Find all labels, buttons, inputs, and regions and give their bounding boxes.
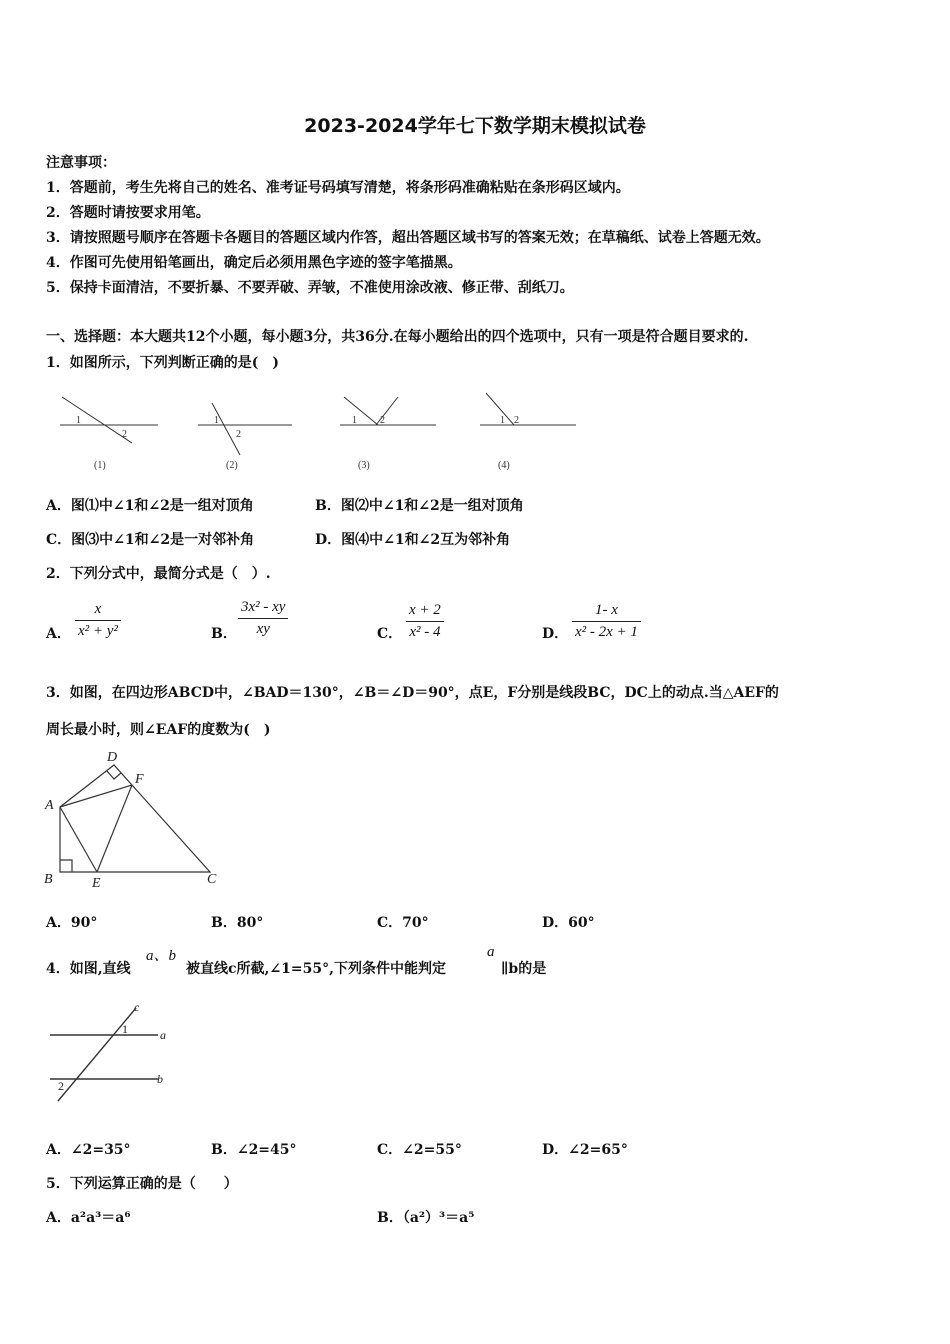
q4-parallel-lines-figure — [40, 998, 180, 1108]
q2-option-c-label: C． — [377, 626, 403, 642]
q1-fig1-angle1: 1 — [76, 415, 81, 426]
q4-label-c: c — [134, 1000, 140, 1014]
q3-label-b: B — [44, 872, 53, 887]
q2-d-numerator: 1- x — [595, 602, 618, 618]
q1-option-d: D．图⑷中∠1和∠2互为邻补角 — [315, 532, 511, 548]
q1-option-c: C．图⑶中∠1和∠2是一对邻补角 — [46, 532, 255, 548]
q4-label-a: a — [160, 1028, 166, 1042]
q2-c-denominator: x² - 4 — [409, 624, 441, 640]
q1-fig4-angle1: 1 — [500, 415, 505, 426]
q3-option-c: C．70° — [377, 915, 429, 931]
page-title: 2023-2024学年七下数学期末模拟试卷 — [304, 115, 646, 137]
q5-option-a: A．a²a³＝a⁶ — [46, 1210, 131, 1226]
q1-figure — [50, 385, 590, 480]
q4-option-d: D．∠2=65° — [542, 1142, 628, 1158]
q4-angle-2: 2 — [58, 1079, 64, 1093]
q1-fig3-angle2: 2 — [380, 415, 385, 426]
q1-fig-label-3: (3) — [358, 460, 370, 471]
q1-fig2-angle2: 2 — [236, 429, 241, 440]
q2-a-denominator: x² + y² — [78, 623, 118, 639]
q1-option-a: A．图⑴中∠1和∠2是一组对顶角 — [46, 498, 254, 514]
notice-item-5: 5．保持卡面清洁，不要折暴、不要弄破、弄皱，不准使用涂改液、修正带、刮纸刀。 — [46, 280, 574, 296]
q1-fig4-angle2: 2 — [514, 415, 519, 426]
q5-option-b: B．（a²）³＝a⁵ — [377, 1210, 475, 1226]
q1-fig-label-4: (4) — [498, 460, 510, 471]
q2-option-c-fraction — [406, 602, 444, 641]
q1-fig3-angle1: 1 — [352, 415, 357, 426]
q4-stem-pre: 4．如图,直线 — [46, 961, 131, 977]
q1-fig1-angle2: 2 — [122, 429, 127, 440]
q1-fig2-angle1: 1 — [214, 415, 219, 426]
q3-option-b: B．80° — [211, 915, 264, 931]
q2-a-numerator: x — [94, 601, 102, 617]
q4-angle-1: 1 — [122, 1022, 128, 1036]
q1-option-b: B．图⑵中∠1和∠2是一组对顶角 — [315, 498, 524, 514]
q5-stem: 5．下列运算正确的是（ ） — [46, 1176, 238, 1192]
q3-option-a: A．90° — [46, 915, 98, 931]
q2-option-b-label: B． — [211, 626, 237, 642]
q4-a: a — [487, 944, 495, 960]
q3-label-f: F — [135, 772, 144, 787]
q4-stem-post: ∥b的是 — [501, 961, 547, 977]
q4-stem-mid: 被直线c所截,∠1=55°,下列条件中能判定 — [186, 961, 446, 977]
notice-item-1: 1．答题前，考生先将自己的姓名、准考证号码填写清楚，将条形码准确粘贴在条形码区域内。 — [46, 180, 630, 196]
q3-label-e: E — [92, 876, 101, 891]
q4-label-b: b — [157, 1072, 163, 1086]
q4-ab: a、b — [146, 948, 177, 964]
q2-d-denominator: x² - 2x + 1 — [575, 624, 638, 640]
q1-stem: 1．如图所示，下列判断正确的是( ) — [46, 355, 279, 371]
q4-option-b: B．∠2=45° — [211, 1142, 297, 1158]
q3-stem-line2: 周长最小时，则∠EAF的度数为( ) — [46, 722, 271, 738]
q2-option-a-label: A． — [46, 626, 71, 642]
q2-b-numerator: 3x² - xy — [241, 599, 286, 615]
q2-c-numerator: x + 2 — [409, 602, 441, 618]
q3-label-d: D — [107, 750, 118, 765]
q3-label-a: A — [45, 798, 54, 813]
q3-label-c: C — [207, 872, 217, 887]
notice-item-4: 4．作图可先使用铅笔画出，确定后必须用黑色字迹的签字笔描黑。 — [46, 255, 462, 271]
q2-option-d-fraction — [572, 602, 641, 641]
q1-fig-label-1: (1) — [94, 460, 106, 471]
q4-option-c: C．∠2=55° — [377, 1142, 462, 1158]
q2-option-d-label: D． — [542, 626, 569, 642]
notice-heading: 注意事项： — [46, 155, 116, 171]
notice-item-3: 3．请按照题号顺序在答题卡各题目的答题区域内作答，超出答题区域书写的答案无效；在草稿纸、试卷上答题无效。 — [46, 230, 770, 246]
q4-option-a: A．∠2=35° — [46, 1142, 131, 1158]
q3-option-d: D．60° — [542, 915, 595, 931]
q3-stem-line1: 3．如图，在四边形ABCD中，∠BAD＝130°，∠B＝∠D＝90°，点E，F分别是线段BC，DC上的动点.当△AEF的 — [46, 685, 779, 701]
q1-fig-label-2: (2) — [226, 460, 238, 471]
q2-b-denominator: xy — [256, 621, 270, 637]
q2-stem: 2．下列分式中，最简分式是（ ）. — [46, 566, 271, 582]
q2-option-a-fraction — [75, 601, 121, 640]
q2-option-b-fraction — [238, 599, 288, 638]
q3-quadrilateral-figure — [40, 745, 230, 895]
section-heading: 一、选择题：本大题共12个小题，每小题3分，共36分.在每小题给出的四个选项中，只有一项是符合题目要求的. — [46, 329, 749, 345]
notice-item-2: 2．答题时请按要求用笔。 — [46, 205, 210, 221]
